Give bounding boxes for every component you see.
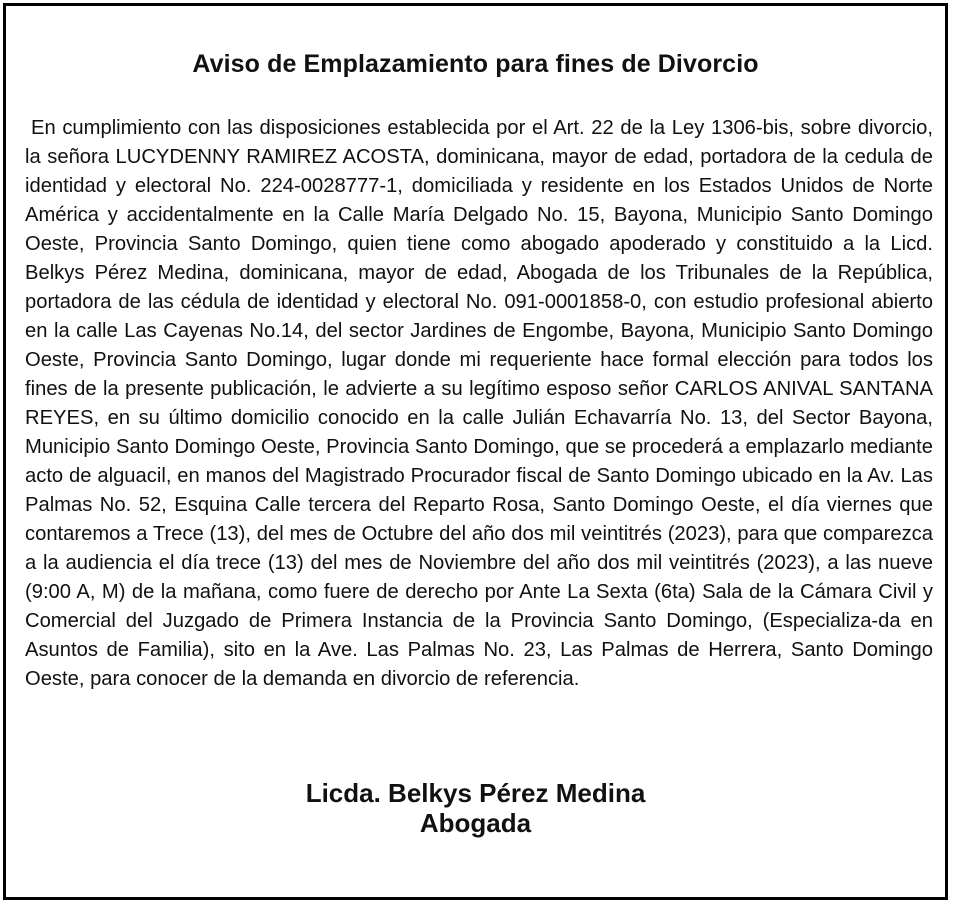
notice-body: En cumplimiento con las disposiciones establecida por el Art. 22 de la Ley 1306-bis, sobre divorcio, la señora LUCYDENNY RAMIREZ ACOSTA, dominicana, mayor de edad, portadora de la cedula de identidad y electoral No. 224-0028777-1, domiciliada y residente en los Estados Unidos de Norte América y accidentalmente en la Calle María Delgado No. 15, Bayona, Municipio Santo Domingo Oeste, Provincia Santo Domingo, quien tiene como abogado apoderado y constituido a la Licd. Belkys Pérez Medina, dominicana, mayor de edad, Abogada de los Tribunales de la República, portadora de las cédula de identidad y electoral No. 091-0001858-0, con estudio profesional abierto en la calle Las Cayenas No.14, del sector Jardines de Engombe, Bayona, Municipio Santo Domingo Oeste, Provincia Santo Domingo, lugar donde mi requeriente hace formal elección para todos los fines de la presente publicación, le advierte a su legítimo esposo señor CARLOS ANIVAL SANTANA REYES, en su último domicilio conocido en la calle Julián Echavarría No. 13, del Sector Bayona, Municipio Santo Domingo Oeste, Provincia Santo Domingo, que se procederá a emplazarlo mediante acto de alguacil, en manos del Magistrado Procurador fiscal de Santo Domingo ubicado en la Av. Las Palmas No. 52, Esquina Calle tercera del Reparto Rosa, Santo Domingo Oeste, el día viernes que contaremos a Trece (13), del mes de Octubre del año dos mil veintitrés (2023), para que comparezca a la audiencia el día trece (13) del mes de Noviembre del año dos mil veintitrés (2023), a las nueve (9:00 A, M) de la mañana, como fuere de derecho por Ante La Sexta (6ta) Sala de la Cámara Civil y Comercial del Juzgado de Primera Instancia de la Provincia Santo Domingo, (Especializa-da en Asuntos de Familia), sito en la Ave. Las Palmas No. 23, Las Palmas de Herrera, Santo Domingo Oeste, para conocer de la demanda en divorcio de referencia. [25,117,933,690]
signature-block [6,778,945,838]
notice-title: Aviso de Emplazamiento para fines de Divorcio [192,50,759,78]
notice-frame [3,3,948,900]
signature-role: Abogada [419,808,532,838]
signature-name: Licda. Belkys Pérez Medina [305,778,646,808]
